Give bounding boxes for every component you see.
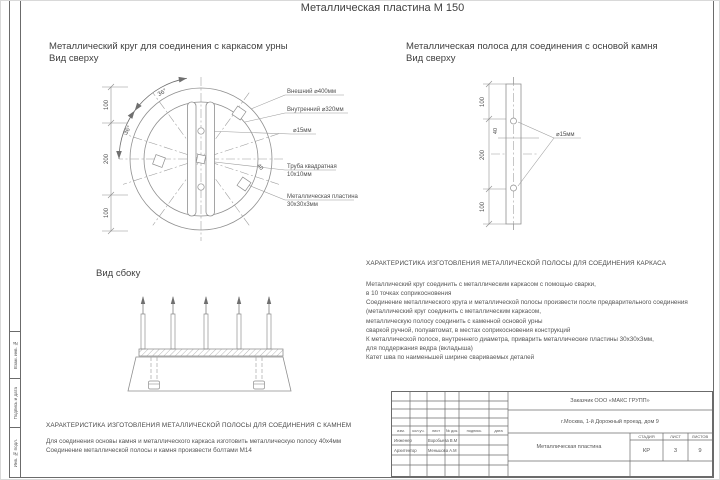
- sheet-header: ЛИСТ: [670, 434, 681, 439]
- frame-bottom-line: [9, 477, 713, 478]
- col-header-list: лист: [431, 428, 441, 433]
- spec-frame-line: К металлической полосе, внутреннего диаметра, приварить металлические пластины 30х30х3мм,: [366, 335, 654, 343]
- angle-label-a: 36°: [157, 88, 168, 99]
- hole-top: [198, 128, 204, 134]
- frame-left-column: [9, 1, 21, 478]
- side-view-heading: Вид сбоку: [96, 268, 141, 279]
- strip-width-dim: 40: [493, 127, 499, 135]
- engineer-role: Инженер: [394, 437, 412, 443]
- col-header-izm: изм.: [397, 428, 405, 433]
- diag-dim-label: 40: [255, 163, 265, 172]
- strip-dim-100-bottom: 100: [480, 201, 486, 213]
- stage-header: СТАДИЯ: [638, 434, 655, 439]
- frame-cell-inv: [10, 427, 20, 478]
- plate-square-3: [237, 177, 251, 191]
- customer-cell: Заказчик ООО «МАКС ГРУПП»: [570, 398, 650, 404]
- frame-label-podpis: Подпись и дата: [12, 386, 18, 420]
- spec-stone-line: Соединение металлической полосы и камня произвести болтами М14: [46, 447, 252, 455]
- col-header-podpis: подпись: [466, 428, 482, 433]
- sheets-header: ЛИСТОВ: [691, 434, 709, 439]
- architect-name: Меньшова А.М: [428, 447, 457, 453]
- frame-right-line: [713, 1, 714, 478]
- strip-dim-200: 200: [480, 149, 486, 161]
- circle-section-heading: Металлический круг для соединения с каркасом урны: [49, 41, 288, 52]
- slot-left: [188, 102, 197, 216]
- circle-drawing: [96, 74, 388, 254]
- spec-frame-line: (металлический круг соединить с металлическим каркасом,: [366, 308, 542, 316]
- label-inner-diameter: Внутренний ⌀320мм: [287, 107, 344, 113]
- spec-frame-line: Соединение металлического круга и металлической полосы произвести после предварительного соединения: [366, 299, 688, 307]
- page-title: Металлическая пластина М 150: [300, 2, 465, 14]
- col-header-dok: № док.: [445, 428, 459, 433]
- strip-view-label: Вид сверху: [406, 53, 456, 64]
- metal-plate: [139, 349, 283, 356]
- stage-value: КР: [642, 447, 651, 454]
- spec-frame-line: Металлический круг соединить с металлическим каркасом с помощью сварки,: [366, 281, 596, 288]
- spec-frame-text: [366, 280, 688, 362]
- spec-frame-line: для поддержания ведра (вкладыша): [366, 345, 473, 353]
- hole-bottom: [198, 184, 204, 190]
- dim-100-bottom: 100: [104, 207, 110, 219]
- angle-label-b: 36°: [123, 125, 134, 136]
- frame-label-zam: Взам. инв. №: [12, 340, 18, 370]
- angle-arc: [119, 78, 187, 159]
- label-plate-2: 30х30х3мм: [287, 202, 318, 208]
- strip-hole-top: [511, 118, 517, 124]
- pins: [141, 296, 271, 349]
- spec-frame-line: в 10 точках соприкосновения: [366, 290, 452, 298]
- frame-label-inv: Инв. № подл.: [12, 438, 18, 468]
- sheets-value: 9: [698, 447, 702, 454]
- side-drawing: [111, 284, 311, 399]
- spec-stone-text: [46, 437, 341, 455]
- center-tube: [196, 154, 205, 163]
- dim-200: 200: [104, 153, 110, 165]
- address-cell: г.Москва, 1-й Дорожный проезд, дом 9: [561, 418, 659, 425]
- spec-frame-heading: ХАРАКТЕРИСТИКА ИЗГОТОВЛЕНИЯ МЕТАЛЛИЧЕСКОЙ ПОЛОСЫ ДЛЯ СОЕДИНЕНИЯ КАРКАСА: [366, 260, 667, 267]
- label-hole-diameter: ⌀15мм: [293, 128, 312, 134]
- plate-square-1: [232, 106, 246, 120]
- circle-view-label: Вид сверху: [49, 53, 99, 64]
- sheet-value: 3: [673, 447, 678, 454]
- titleblock: [391, 391, 713, 477]
- strip-section-heading: Металлическая полоса для соединения с основой камня: [406, 41, 658, 52]
- label-plate-1: Металлическая пластина: [287, 194, 358, 200]
- label-outer-diameter: Внешний ⌀400мм: [287, 89, 337, 95]
- strip-hole-label: ⌀15мм: [556, 132, 575, 138]
- spec-frame-line: Катет шва по наименьшей ширине свариваемых деталей: [366, 354, 535, 362]
- slot-right: [206, 102, 215, 216]
- spec-frame-line: металлическую полосу соединить с каменной основой урны: [366, 317, 543, 325]
- dim-100-top: 100: [104, 99, 110, 111]
- engineer-name: Воробьева В.М: [428, 437, 458, 443]
- spec-frame-line: сваркой ручной, полуавтомат, в местах соприкосновения конструкций: [366, 326, 571, 334]
- drawing-name-cell: Металлическая пластина: [536, 444, 602, 450]
- frame-cell-podpis: [10, 378, 20, 427]
- spec-stone-line: Для соединения основы камня и металлического каркаса изготовить металлическую полосу 40х4мм: [46, 438, 342, 445]
- spec-stone-heading: ХАРАКТЕРИСТИКА ИЗГОТОВЛЕНИЯ МЕТАЛЛИЧЕСКОЙ ПОЛОСЫ ДЛЯ СОЕДИНЕНИЯ С КАМНЕМ: [46, 422, 352, 429]
- architect-role: Архитектор: [394, 447, 417, 453]
- col-header-koluch: кол.уч.: [412, 428, 425, 433]
- label-tube-2: 10х10мм: [287, 172, 312, 178]
- label-tube-1: Труба квадратная: [287, 164, 337, 170]
- arc-arrows: [116, 76, 187, 159]
- strip-dim-100-top: 100: [480, 96, 486, 108]
- col-header-data: дата: [494, 428, 503, 433]
- strip-hole-bottom: [511, 185, 517, 191]
- strip-drawing: [461, 71, 621, 241]
- plate-square-2: [153, 155, 166, 168]
- frame-cell-zam: [10, 331, 20, 378]
